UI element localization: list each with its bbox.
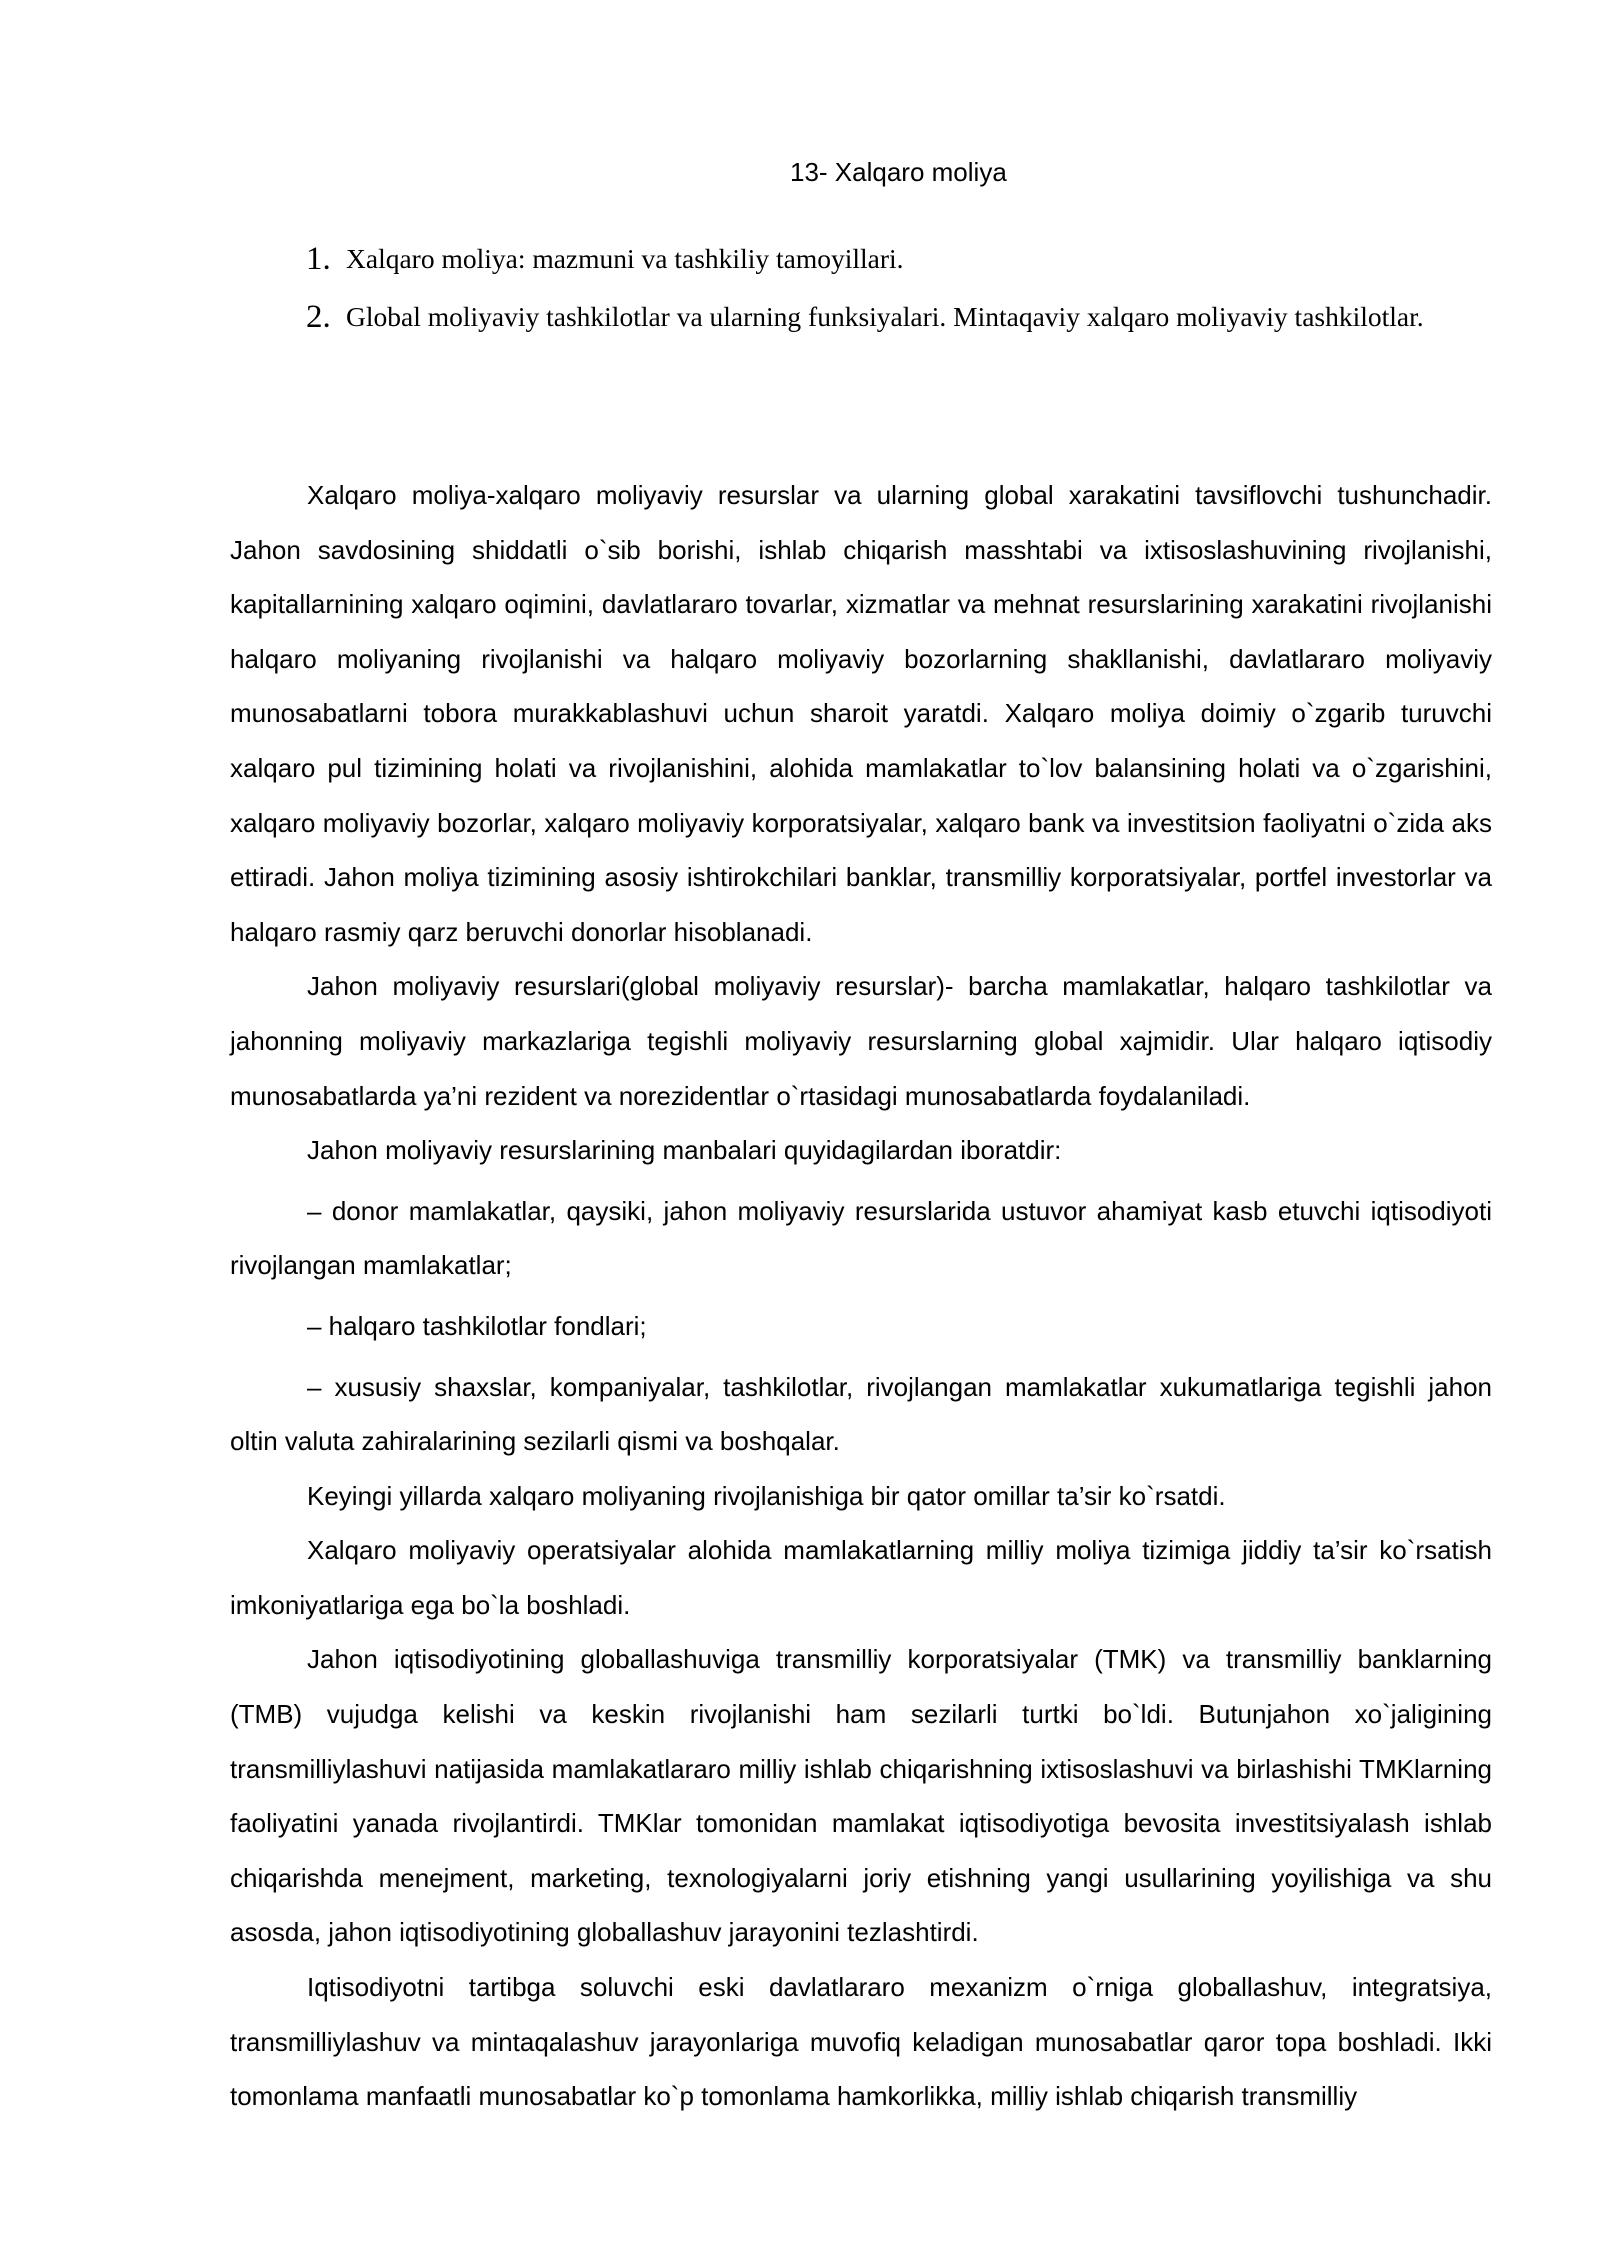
list-item: – donor mamlakatlar, qaysiki, jahon moliyaviy resurslarida ustuvor ahamiyat kasb etuvchi iqtisodiyoti rivojlangan mamlakatlar;: [230, 1195, 1492, 1281]
outline-item: [306, 290, 1492, 344]
paragraph: Keyingi yillarda xalqaro moliyaning rivojlanishiga bir qator omillar ta’sir ko`rsatdi.: [307, 1480, 1226, 1511]
outline-text: Global moliyaviy tashkilotlar va ularning funksiyalari. Mintaqaviy xalqaro moliyaviy tashkilotlar.: [346, 301, 1424, 332]
page-title: 13- Xalqaro moliya: [790, 157, 1007, 187]
list-item: – xususiy shaxslar, kompaniyalar, tashkilotlar, rivojlangan mamlakatlar xukumatlariga tegishli jahon oltin valuta zahiralarining sezilarli qismi va boshqalar.: [230, 1371, 1492, 1457]
outline-text: Xalqaro moliya: mazmuni va tashkiliy tamoyillari.: [346, 243, 904, 274]
topic-outline: [306, 232, 1492, 344]
body-text: [230, 468, 1492, 2124]
paragraph: Jahon moliyaviy resurslari(global moliyaviy resurslar)- barcha mamlakatlar, halqaro tashkilotlar va jahonning moliyaviy markazlariga tegishli moliyaviy resurslarning global xajmidir. Ular halqaro iqtisodiy munosabatlarda ya’ni rezident va norezidentlar o`rtasidagi munosabatlarda foydalaniladi.: [230, 971, 1492, 1111]
outline-item: [306, 232, 1492, 286]
outline-number: 2.: [306, 299, 331, 335]
list-item: – halqaro tashkilotlar fondlari;: [307, 1310, 647, 1341]
paragraph: Xalqaro moliyaviy operatsiyalar alohida mamlakatlarning milliy moliya tizimiga jiddiy ta’sir ko`rsatish imkoniyatlariga ega bo`la boshladi.: [230, 1535, 1492, 1620]
outline-number: 1.: [306, 241, 331, 277]
paragraph: Jahon iqtisodiyotining globallashuviga transmilliy korporatsiyalar (TMK) va transmilliy banklarning (TMB) vujudga kelishi va keskin rivojlanishi ham sezilarli turtki bo`ldi. Butunjahon xo`jaligining transmilliylashuvi natijasida mamlakatlararo milliy ishlab chiqarishning ixtisoslashuvi va birlashishi TMKlarning faoliyatini yanada rivojlantirdi. TMKlar tomonidan mamlakat iqtisodiyotiga bevosita investitsiyalash ishlab chiqarishda menejment, marketing, texnologiyalarni joriy etishning yangi usullarining yoyilishiga va shu asosda, jahon iqtisodiyotining globallashuv jarayonini tezlashtirdi.: [230, 1644, 1492, 1948]
paragraph: Xalqaro moliya-xalqaro moliyaviy resurslar va ularning global xarakatini tavsiflovchi tushunchadir. Jahon savdosining shiddatli o`sib borishi, ishlab chiqarish masshtabi va ixtisoslashuvining rivojlanishi, kapitallarnining xalqaro oqimini, davlatlararo tovarlar, xizmatlar va mehnat resurslarining xarakatini rivojlanishi halqaro moliyaning rivojlanishi va halqaro moliyaviy bozorlarning shakllanishi, davlatlararo moliyaviy munosabatlarni tobora murakkablashuvi uchun sharoit yaratdi. Xalqaro moliya doimiy o`zgarib turuvchi xalqaro pul tizimining holati va rivojlanishini, alohida mamlakatlar to`lov balansining holati va o`zgarishini, xalqaro moliyaviy bozorlar, xalqaro moliyaviy korporatsiyalar, xalqaro bank va investitsion faoliyatni o`zida aks ettiradi. Jahon moliya tizimining asosiy ishtirokchilari banklar, transmilliy korporatsiyalar, portfel investorlar va halqaro rasmiy qarz beruvchi donorlar hisoblanadi.: [230, 480, 1492, 947]
paragraph: Jahon moliyaviy resurslarining manbalari quyidagilardan iboratdir:: [307, 1135, 1062, 1166]
paragraph: Iqtisodiyotni tartibga soluvchi eski davlatlararo mexanizm o`rniga globallashuv, integratsiya, transmilliylashuv va mintaqalashuv jarayonlariga muvofiq keladigan munosabatlar qaror topa boshladi. Ikki tomonlama manfaatli munosabatlar ko`p tomonlama hamkorlikka, milliy ishlab chiqarish transmilliy: [230, 1972, 1492, 2112]
